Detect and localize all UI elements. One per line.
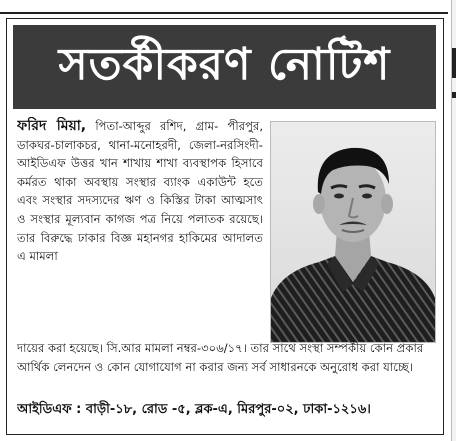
person-name: ফরিদ মিয়া, (17, 118, 87, 134)
notice-title: সতর্কীকরণ নোটিশ (13, 25, 436, 109)
edge-mark (452, 92, 456, 98)
person-photo (270, 121, 436, 343)
notice-body-continued: দায়ের করা হয়েছে। সি.আর মামলা নম্বর-৩০৬/১৭। তার সাথে সংস্থা সম্পর্কীয় কোন প্রকার আর্থিক লেনদেন ও কোন যোগাযোগ না করার জন্য সর্ব সাধারনকে অনুরোধ করা যাচ্ছে। (17, 341, 424, 374)
previous-article-strip (0, 0, 448, 14)
notice-body-part1: পিতা-আব্দুর রশিদ, গ্রাম- পীরপুর, ডাকঘর-চালাকচর, থানা-মনোহরদী, জেলা-নরসিংদী-আইডিএফ উত্তর খান শাখায় শাখা ব্যবস্থাপক হিসাবে কর্মরত থাকা অবস্থায় সংস্থার ব্যাংক একাউন্ট হতে এবং সংস্থার সদস্যদের ঋণ ও কিস্তির টাকা আত্মসাৎ ও সংস্থার মূল্যবান কাগজ পত্র নিয়ে পলাতক রয়েছে। তার বিরুদ্ধে ঢাকার বিজ্ঞ মহানগর হাকিমের আদালত এ মামলা (17, 119, 263, 264)
notice-body (17, 117, 263, 339)
page-edge (451, 0, 456, 441)
warning-notice (6, 18, 444, 435)
edge-mark (452, 48, 456, 78)
organization-address: আইডিএফ : বাড়ী-১৮, রোড -৫, ব্লক-এ, মিরপুর-০২, ঢাকা-১২১৬। (17, 402, 371, 417)
